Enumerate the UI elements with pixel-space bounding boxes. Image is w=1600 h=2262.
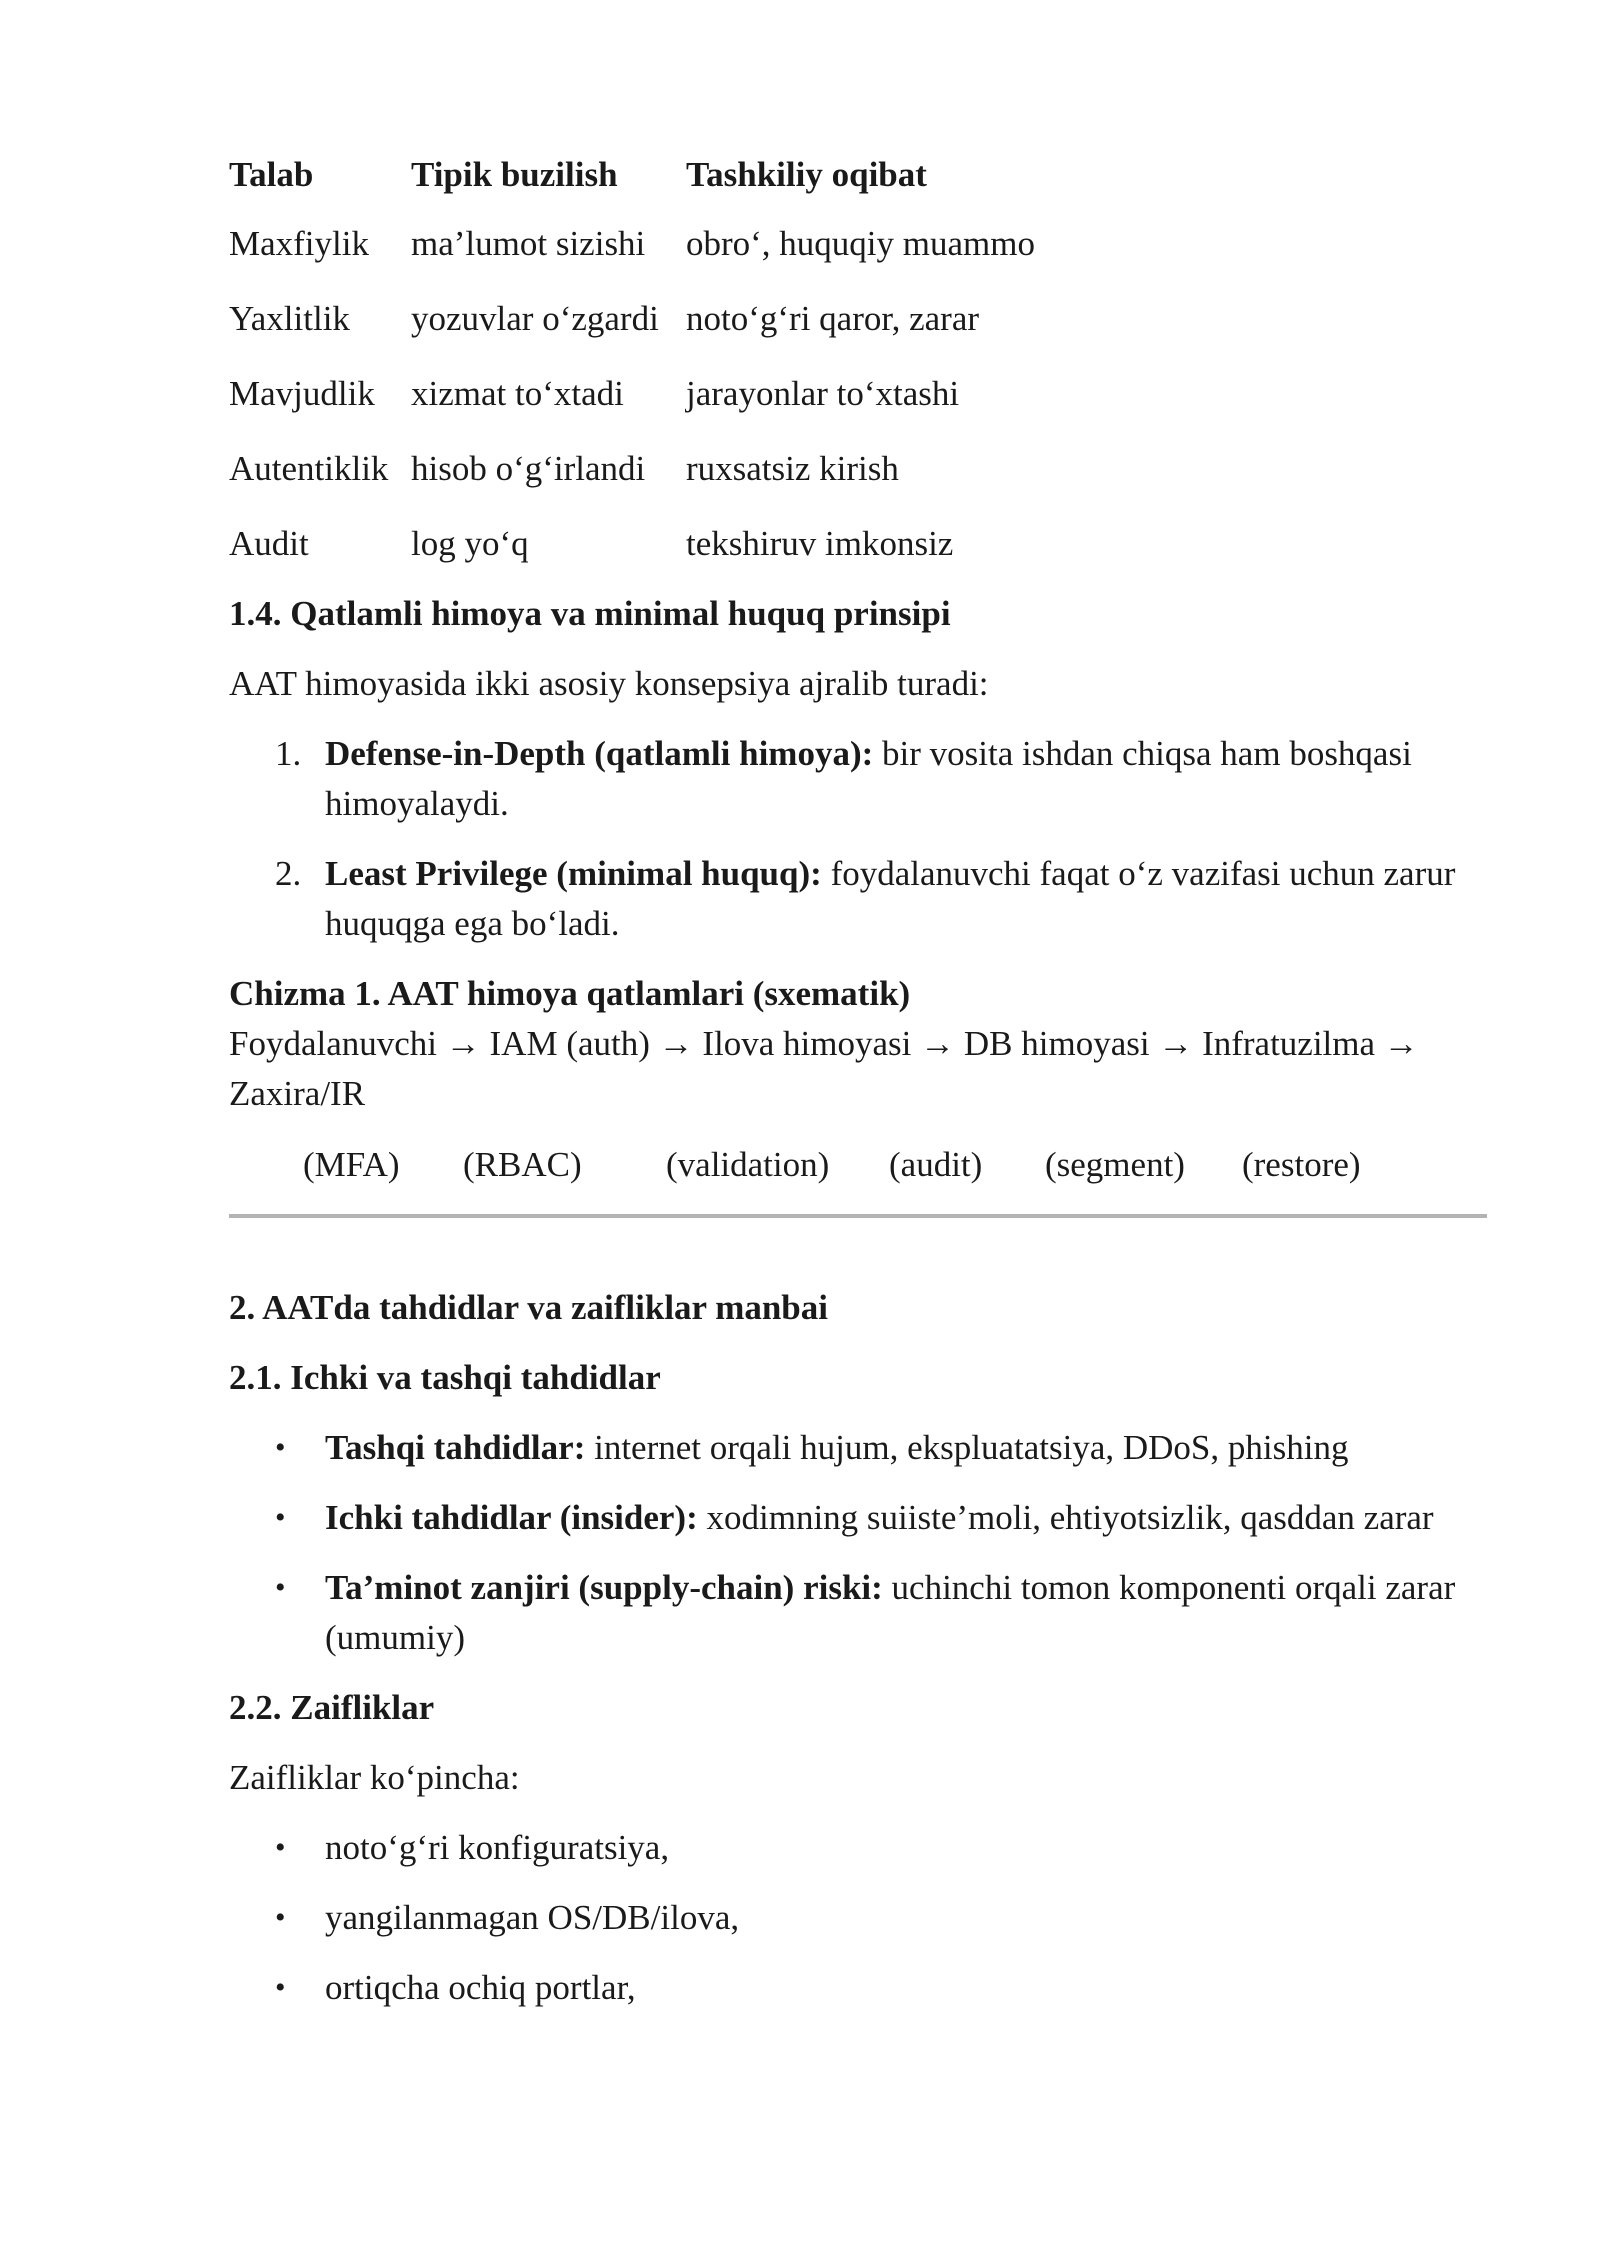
list-item: [229, 1563, 1487, 1663]
bullet-list: [229, 1423, 1487, 1663]
table-header-cell: Tipik buzilish: [411, 155, 618, 194]
list-item-text: ortiqcha ochiq portlar,: [325, 1968, 636, 2007]
numbered-list: [229, 729, 1487, 949]
table-row: [229, 356, 1035, 431]
table-row: [229, 431, 1035, 506]
document-page: [229, 150, 1487, 2013]
table-header-cell: Talab: [229, 155, 314, 194]
list-item: [229, 1893, 1487, 1943]
requirements-table: [229, 150, 1035, 581]
table-cell: ma’lumot sizishi: [411, 223, 646, 263]
table-cell: Maxfiylik: [229, 223, 369, 263]
table-row: [229, 206, 1035, 281]
paragraph: Zaifliklar ko‘pincha:: [229, 1758, 520, 1797]
section-heading: 2. AATda tahdidlar va zaifliklar manbai: [229, 1288, 828, 1327]
list-item-text: yangilanmagan OS/DB/ilova,: [325, 1898, 740, 1937]
list-item: [229, 1963, 1487, 2013]
list-number: 1.: [275, 734, 302, 773]
figure-sublabel: (segment): [1045, 1145, 1185, 1184]
paragraph: AAT himoyasida ikki asosiy konsepsiya ajralib turadi:: [229, 664, 989, 703]
table-row: [229, 506, 1035, 581]
bullet-icon: •: [275, 1831, 286, 1864]
list-number: 2.: [275, 854, 302, 893]
list-item-text: bir vosita ishdan chiqsa ham boshqasi himoyalaydi.: [325, 734, 1412, 823]
list-item-bold: Ta’minot zanjiri (supply-chain) riski:: [325, 1568, 883, 1607]
table-cell: yozuvlar o‘zgardi: [411, 298, 659, 338]
figure-title: Chizma 1. AAT himoya qatlamlari (sxematik): [229, 974, 911, 1013]
figure-sublabels: [229, 1140, 1487, 1190]
bullet-icon: •: [275, 1971, 286, 2004]
table-cell: ruxsatsiz kirish: [686, 448, 899, 488]
figure-sublabel: (restore): [1242, 1145, 1361, 1184]
list-item: [229, 849, 1487, 949]
list-item-text: internet orqali hujum, ekspluatatsiya, DDoS, phishing: [585, 1428, 1349, 1467]
list-item-text: foydalanuvchi faqat o‘z vazifasi uchun zarur huquqga ega bo‘ladi.: [325, 854, 1456, 943]
list-item: [229, 729, 1487, 829]
list-item: [229, 1423, 1487, 1473]
list-item-bold: Ichki tahdidlar (insider):: [325, 1498, 698, 1537]
subsection-heading: 2.2. Zaifliklar: [229, 1688, 435, 1727]
bullet-icon: •: [275, 1571, 286, 1604]
table-cell: jarayonlar to‘xtashi: [686, 373, 960, 413]
bullet-icon: •: [275, 1431, 286, 1464]
figure-flow: Foydalanuvchi → IAM (auth) → Ilova himoyasi → DB himoyasi → Infratuzilma → Zaxira/IR: [229, 1024, 1419, 1113]
table-cell: tekshiruv imkonsiz: [686, 523, 954, 563]
bullet-list: [229, 1823, 1487, 2013]
table-cell: xizmat to‘xtadi: [411, 373, 624, 413]
table-cell: noto‘g‘ri qaror, zarar: [686, 298, 980, 338]
table-header-row: [229, 150, 1035, 206]
table-cell: hisob o‘g‘irlandi: [411, 448, 646, 488]
figure-sublabel: (validation): [666, 1145, 830, 1184]
table-cell: obro‘, huquqiy muammo: [686, 223, 1035, 263]
bullet-icon: •: [275, 1901, 286, 1934]
list-item-text: uchinchi tomon komponenti orqali zarar (umumiy): [325, 1568, 1456, 1657]
figure-sublabel: (audit): [889, 1145, 983, 1184]
subsection-heading: 2.1. Ichki va tashqi tahdidlar: [229, 1358, 661, 1397]
list-item: [229, 1823, 1487, 1873]
list-item: [229, 1493, 1487, 1543]
table-header-cell: Tashkiliy oqibat: [686, 155, 927, 194]
table-cell: Mavjudlik: [229, 373, 375, 413]
table-cell: Audit: [229, 523, 309, 563]
table-cell: log yo‘q: [411, 523, 529, 563]
figure-sublabel: (MFA): [303, 1145, 400, 1184]
list-item-text: noto‘g‘ri konfiguratsiya,: [325, 1828, 670, 1867]
list-item-bold: Defense-in-Depth (qatlamli himoya):: [325, 734, 874, 773]
figure-sublabel: (RBAC): [463, 1145, 582, 1184]
bullet-icon: •: [275, 1501, 286, 1534]
table-row: [229, 281, 1035, 356]
list-item-text: xodimning suiiste’moli, ehtiyotsizlik, qasddan zarar: [697, 1498, 1434, 1537]
horizontal-divider: [229, 1214, 1487, 1218]
list-item-bold: Least Privilege (minimal huquq):: [325, 854, 822, 893]
table-cell: Yaxlitlik: [229, 298, 350, 338]
table-cell: Autentiklik: [229, 448, 389, 488]
list-item-bold: Tashqi tahdidlar:: [325, 1428, 586, 1467]
section-heading: 1.4. Qatlamli himoya va minimal huquq prinsipi: [229, 594, 951, 633]
